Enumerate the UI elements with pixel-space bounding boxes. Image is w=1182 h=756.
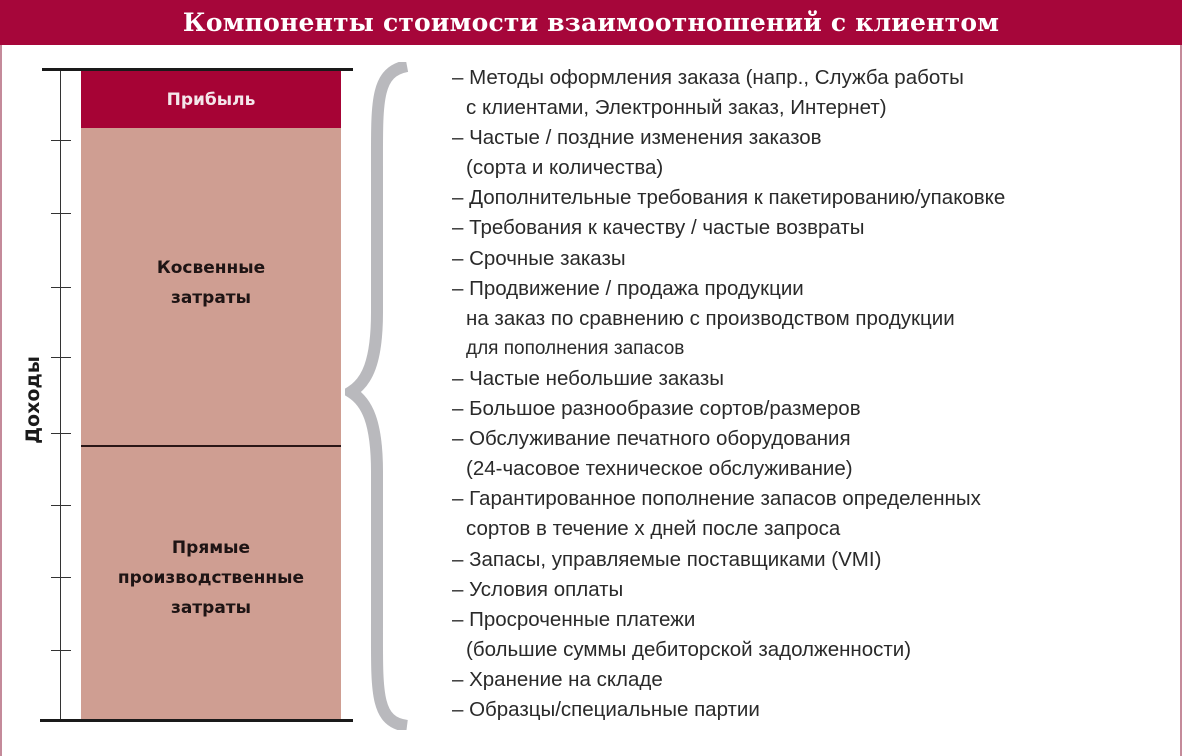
curly-brace-icon: [345, 62, 415, 730]
axis-tick: [51, 213, 71, 214]
factor-item-continued: с клиентами, Электронный заказ, Интернет): [466, 96, 887, 120]
axis-tick: [51, 577, 71, 578]
segment-indirect-label: Косвенные затраты: [156, 258, 266, 308]
segment-direct-label: Прямые производственные затраты: [117, 538, 305, 618]
factor-item: – Требования к качеству / частые возвраты: [452, 216, 865, 240]
axis-tick: [51, 140, 71, 141]
factor-item: – Частые небольшие заказы: [452, 366, 724, 390]
axis-bottom-bar: [40, 719, 353, 722]
factor-item: – Обслуживание печатного оборудования: [452, 427, 851, 451]
factor-item: – Образцы/специальные партии: [452, 697, 760, 721]
factor-item-continued: (большие суммы дебиторской задолженности): [466, 637, 912, 661]
factor-item: – Условия оплаты: [452, 577, 624, 601]
axis-tick: [51, 433, 71, 434]
factor-item: – Частые / поздние изменения заказов: [452, 126, 822, 150]
segment-profit: [81, 71, 341, 128]
segment-indirect-costs: [81, 128, 341, 445]
factor-item-continued: на заказ по сравнению с производством продукции: [466, 306, 955, 330]
title-bar: [0, 0, 1182, 45]
factor-item: – Дополнительные требования к пакетированию/упаковке: [452, 186, 1006, 210]
segment-profit-label: Прибыль: [166, 89, 256, 110]
revenue-axis-label: Доходы: [22, 356, 44, 444]
revenue-axis-line: [60, 69, 61, 721]
factor-item: – Гарантированное пополнение запасов определенных: [452, 487, 981, 511]
factor-item: – Большое разнообразие сортов/размеров: [452, 397, 861, 421]
factor-item: – Срочные заказы: [452, 246, 626, 270]
cost-factor-list: [452, 63, 1177, 725]
factor-item: – Хранение на складе: [452, 667, 663, 691]
factor-item-continued: сортов в течение x дней после запроса: [466, 517, 841, 541]
diagram-title: Компоненты стоимости взаимоотношений с клиентом: [182, 8, 1000, 37]
axis-tick: [51, 505, 71, 506]
factor-item: – Продвижение / продажа продукции: [452, 276, 804, 300]
factor-item-continued: (сорта и количества): [466, 156, 664, 180]
factor-item-continued: (24-часовое техническое обслуживание): [466, 457, 853, 481]
factor-item: – Просроченные платежи: [452, 607, 696, 631]
segment-direct-costs: [81, 447, 341, 719]
factor-item: – Запасы, управляемые поставщиками (VMI): [452, 547, 882, 571]
axis-tick: [51, 650, 71, 651]
factor-item-continued: для пополнения запасов: [466, 337, 685, 359]
axis-tick: [51, 357, 71, 358]
axis-tick: [51, 287, 71, 288]
factor-item: – Методы оформления заказа (напр., Служба работы: [452, 66, 964, 89]
